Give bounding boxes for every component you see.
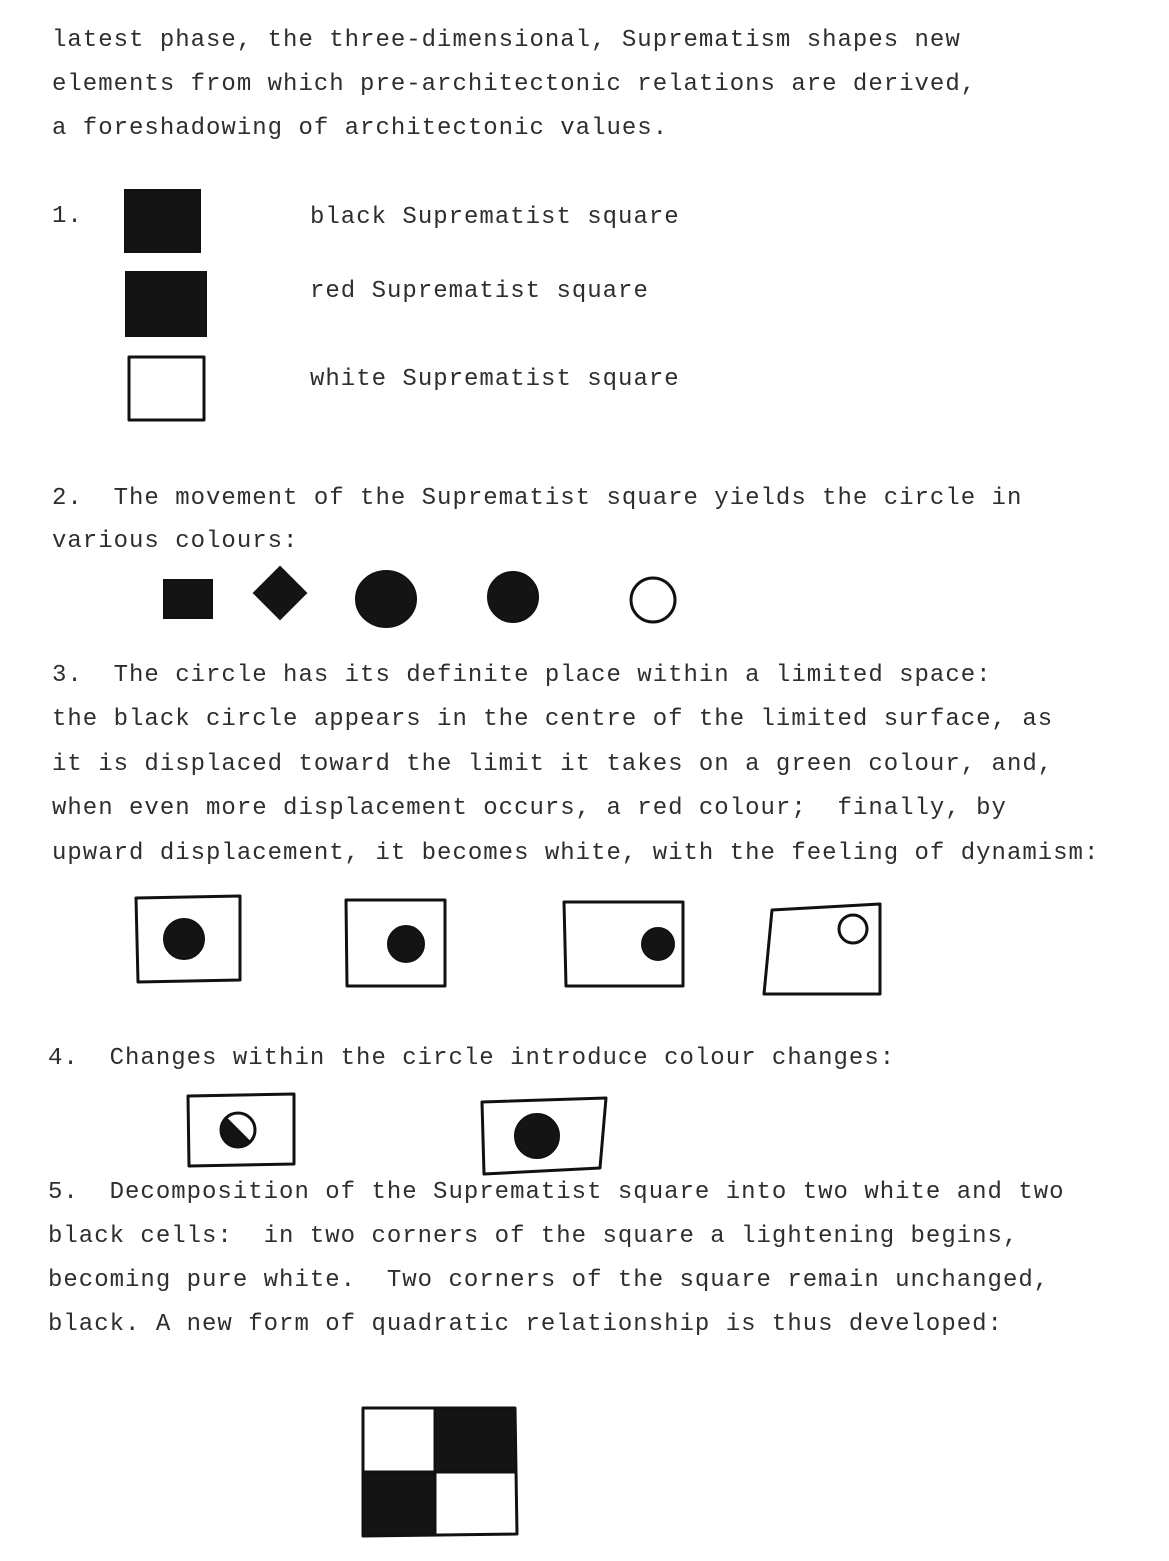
red-square-drawing — [118, 266, 214, 344]
frame-half-circle — [188, 1094, 294, 1166]
checker-cell-top-right — [435, 1408, 515, 1472]
grey-circle-shape — [488, 572, 538, 622]
circle-displacement-sequence — [128, 890, 888, 1000]
section-5-line-2: black cells: in two corners of the square a lightening begins, — [48, 1223, 1019, 1250]
section-3-line-4: when even more displacement occurs, a red colour; finally, by — [52, 795, 1007, 822]
moving-square-shape — [164, 580, 212, 618]
section-3-line-1: 3. The circle has its definite place within a limited space: — [52, 662, 992, 689]
black-circle-shape — [356, 571, 416, 627]
section-4-line-1: 4. Changes within the circle introduce colour changes: — [48, 1045, 896, 1072]
intro-line-1: latest phase, the three-dimensional, Suprematism shapes new — [52, 27, 961, 54]
full-circle-shape — [515, 1114, 559, 1158]
section-3-line-3: it is displaced toward the limit it takes on a green colour, and, — [52, 751, 1054, 778]
circle-right-shift — [388, 926, 424, 962]
white-circle-shape — [631, 578, 675, 622]
section-5-line-1: 5. Decomposition of the Suprematist square into two white and two — [48, 1179, 1065, 1206]
circle-centre — [164, 919, 204, 959]
square-to-circle-sequence — [150, 560, 690, 640]
circle-change-figures — [180, 1088, 620, 1188]
black-square-drawing — [118, 184, 208, 259]
rotated-square-shape — [254, 567, 306, 619]
section-2-line-2: various colours: — [52, 528, 299, 555]
intro-line-2: elements from which pre-architectonic relations are derived, — [52, 71, 977, 98]
section-5-line-3: becoming pure white. Two corners of the square remain unchanged, — [48, 1267, 1050, 1294]
intro-line-3: a foreshadowing of architectonic values. — [52, 115, 669, 142]
section-3-line-2: the black circle appears in the centre of the limited surface, as — [52, 706, 1054, 733]
circle-upward — [839, 915, 867, 943]
checker-cell-bottom-left — [363, 1472, 435, 1534]
section-3-line-5: upward displacement, it becomes white, with the feeling of dynamism: — [52, 840, 1100, 867]
section-1-number: 1. — [52, 203, 83, 230]
section-2-line-1: 2. The movement of the Suprematist square yields the circle in — [52, 485, 1023, 512]
section-5-line-4: black. A new form of quadratic relationship is thus developed: — [48, 1311, 1003, 1338]
quadratic-checker-square — [355, 1398, 527, 1544]
section-1-item-red: red Suprematist square — [310, 278, 649, 305]
circle-edge — [642, 928, 674, 960]
section-1-item-white: white Suprematist square — [310, 366, 680, 393]
section-1-item-black: black Suprematist square — [310, 204, 680, 231]
white-square-drawing — [122, 350, 214, 428]
